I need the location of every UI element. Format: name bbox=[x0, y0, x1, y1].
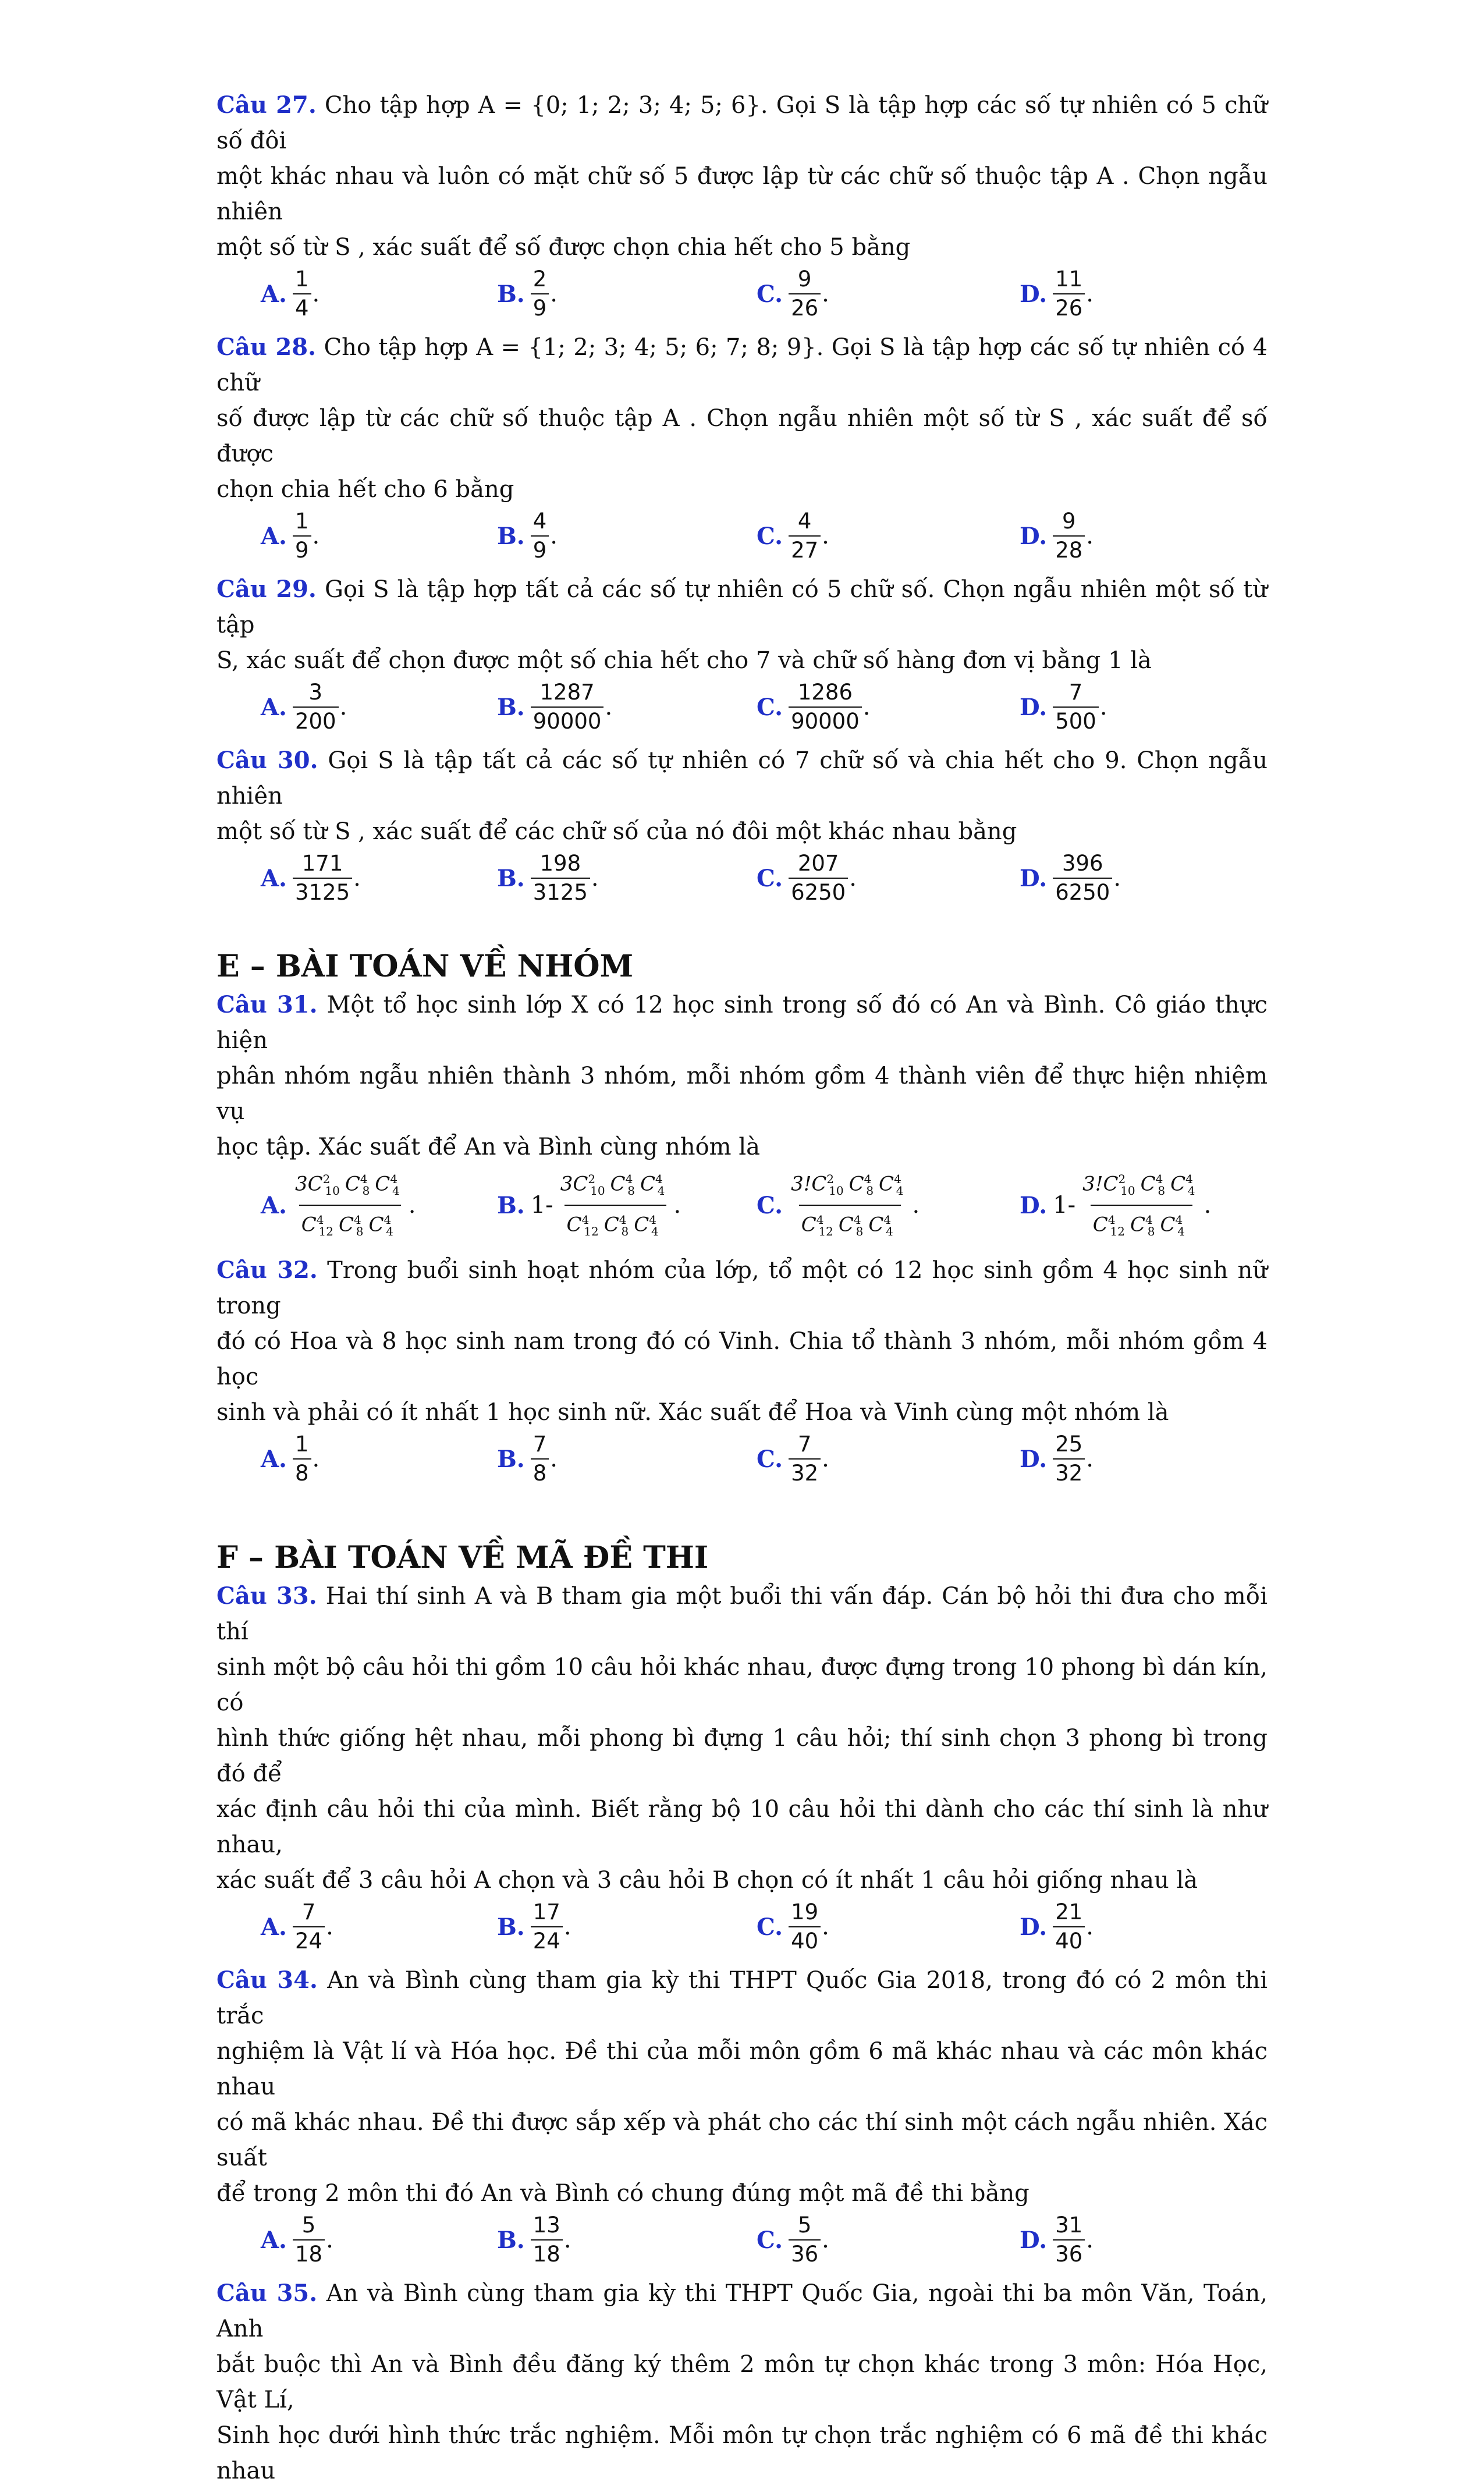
question-29 bbox=[216, 571, 1268, 734]
period: . bbox=[312, 1446, 320, 1473]
period: . bbox=[673, 1192, 681, 1219]
numerator: 9 bbox=[1061, 509, 1076, 534]
question-line: Gọi S là tập hợp tất cả các số tự nhiên có 5 chữ số. Chọn ngẫu nhiên một số từ tập bbox=[216, 576, 1268, 638]
answer-label: A. bbox=[261, 1445, 287, 1473]
denominator: 3125 bbox=[531, 878, 590, 906]
fraction bbox=[789, 509, 821, 563]
fraction bbox=[293, 509, 311, 563]
question-line: chọn chia hết cho 6 bằng bbox=[216, 476, 514, 503]
numerator: 1287 bbox=[539, 680, 595, 705]
answer-label: B. bbox=[497, 1445, 525, 1473]
answer-a[interactable] bbox=[261, 2213, 497, 2267]
question-30 bbox=[216, 743, 1268, 906]
question-line: một số từ S , xác suất để các chữ số của nó đôi một khác nhau bằng bbox=[216, 818, 1017, 845]
question-label: Câu 27. bbox=[216, 91, 317, 119]
denominator: 9 bbox=[531, 535, 549, 563]
question-34 bbox=[216, 1962, 1268, 2267]
denominator: $C^4_{12}$ $C^4_8$ $C^4_4$ bbox=[799, 1205, 901, 1244]
answer-a[interactable] bbox=[261, 509, 497, 563]
answer-c[interactable] bbox=[757, 2213, 1020, 2267]
fraction bbox=[789, 1432, 821, 1486]
period: . bbox=[312, 523, 320, 549]
period: . bbox=[1203, 1192, 1212, 1219]
denominator: 90000 bbox=[531, 706, 604, 734]
numerator: 396 bbox=[1061, 851, 1103, 876]
answer-label: D. bbox=[1020, 2226, 1048, 2254]
answer-label: C. bbox=[757, 1191, 783, 1219]
numerator: 3 bbox=[308, 680, 323, 705]
fraction bbox=[293, 267, 311, 321]
period: . bbox=[849, 865, 857, 892]
denominator: 18 bbox=[293, 2239, 325, 2267]
period: . bbox=[605, 694, 613, 720]
question-33 bbox=[216, 1578, 1268, 1954]
coefficient: 3 bbox=[560, 1172, 573, 1196]
period: . bbox=[822, 280, 829, 307]
denominator: 40 bbox=[1053, 1926, 1085, 1954]
numerator: 4 bbox=[532, 509, 547, 534]
answer-label: C. bbox=[757, 1445, 783, 1473]
denominator: 26 bbox=[789, 293, 821, 321]
denominator: 24 bbox=[531, 1926, 563, 1954]
answer-c[interactable] bbox=[757, 1899, 1020, 1954]
fraction bbox=[531, 851, 590, 906]
prefix: 1- bbox=[1053, 1192, 1076, 1219]
numerator: 19 bbox=[791, 1899, 819, 1925]
denominator: 200 bbox=[293, 706, 339, 734]
fraction bbox=[293, 851, 352, 906]
answer-b[interactable] bbox=[497, 680, 757, 734]
denominator: 32 bbox=[1053, 1458, 1085, 1486]
answer-d[interactable] bbox=[1020, 851, 1268, 906]
numerator: 171 bbox=[301, 851, 343, 876]
period: . bbox=[822, 523, 829, 549]
answer-a[interactable] bbox=[261, 851, 497, 906]
question-line: Trong buổi sinh hoạt nhóm của lớp, tổ một có 12 học sinh gồm 4 học sinh nữ trong bbox=[216, 1257, 1268, 1320]
answer-a[interactable] bbox=[261, 680, 497, 734]
period: . bbox=[550, 1446, 558, 1473]
fraction bbox=[531, 1432, 549, 1486]
fraction bbox=[1053, 2213, 1085, 2267]
numerator: 1 bbox=[294, 267, 309, 292]
answer-label: A. bbox=[261, 1191, 287, 1219]
coefficient: 3! bbox=[791, 1172, 812, 1196]
fraction bbox=[293, 680, 339, 734]
fraction bbox=[293, 1166, 407, 1244]
answer-label: D. bbox=[1020, 1913, 1048, 1941]
answer-d[interactable] bbox=[1020, 2213, 1268, 2267]
period: . bbox=[1086, 1446, 1094, 1473]
answer-c[interactable] bbox=[757, 680, 1020, 734]
answer-label: B. bbox=[497, 864, 525, 892]
numerator: 13 bbox=[532, 2213, 560, 2238]
answer-label: D. bbox=[1020, 280, 1048, 308]
answer-d[interactable] bbox=[1020, 509, 1268, 563]
numerator: $3C^2_{10}$ $C^4_8$ $C^4_4$ bbox=[294, 1172, 400, 1198]
answer-a[interactable] bbox=[261, 1899, 497, 1954]
denominator: 26 bbox=[1053, 293, 1085, 321]
fraction bbox=[1053, 1899, 1085, 1954]
period: . bbox=[1086, 2227, 1094, 2254]
question-35 bbox=[216, 2275, 1268, 2489]
answer-b[interactable] bbox=[497, 1432, 757, 1486]
denominator: 9 bbox=[293, 535, 311, 563]
fraction bbox=[789, 851, 848, 906]
denominator: 40 bbox=[789, 1926, 821, 1954]
numerator: 7 bbox=[532, 1432, 547, 1457]
period: . bbox=[822, 1913, 829, 1941]
denominator: 27 bbox=[789, 535, 821, 563]
answer-b[interactable] bbox=[497, 1899, 757, 1954]
answer-label: D. bbox=[1020, 864, 1048, 892]
fraction bbox=[1053, 267, 1085, 321]
period: . bbox=[1086, 280, 1094, 307]
fraction bbox=[531, 680, 604, 734]
denominator: 28 bbox=[1053, 535, 1085, 563]
answer-label: C. bbox=[757, 522, 783, 550]
question-line: An và Bình cùng tham gia kỳ thi THPT Quốc Gia 2018, trong đó có 2 môn thi trắc bbox=[216, 1967, 1268, 2030]
question-label: Câu 31. bbox=[216, 991, 318, 1018]
question-line: một khác nhau và luôn có mặt chữ số 5 được lập từ các chữ số thuộc tập A . Chọn ngẫu nhiên bbox=[216, 163, 1268, 225]
question-line: có mã khác nhau. Đề thi được sắp xếp và phát cho các thí sinh một cách ngẫu nhiên. Xác suất bbox=[216, 2109, 1268, 2172]
period: . bbox=[862, 694, 871, 720]
numerator: 7 bbox=[301, 1899, 316, 1925]
question-28 bbox=[216, 329, 1268, 563]
denominator: 4 bbox=[293, 293, 311, 321]
numerator: 5 bbox=[301, 2213, 316, 2238]
denominator: 3125 bbox=[293, 878, 352, 906]
period: . bbox=[339, 694, 347, 720]
question-line: sinh một bộ câu hỏi thi gồm 10 câu hỏi khác nhau, được đựng trong 10 phong bì dán kín, có bbox=[216, 1654, 1268, 1717]
answer-label: C. bbox=[757, 1913, 783, 1941]
answer-b[interactable] bbox=[497, 509, 757, 563]
prefix: 1- bbox=[530, 1192, 553, 1219]
answer-c[interactable] bbox=[757, 1166, 1020, 1244]
question-line: nghiệm là Vật lí và Hóa học. Đề thi của mỗi môn gồm 6 mã khác nhau và các môn khác nhau bbox=[216, 2038, 1268, 2101]
answer-label: C. bbox=[757, 280, 783, 308]
period: . bbox=[1099, 694, 1107, 720]
denominator: $C^4_{12}$ $C^4_8$ $C^4_4$ bbox=[565, 1205, 666, 1244]
answer-label: A. bbox=[261, 693, 287, 721]
answer-label: A. bbox=[261, 522, 287, 550]
answer-c[interactable] bbox=[757, 267, 1020, 321]
denominator: 36 bbox=[1053, 2239, 1085, 2267]
question-line: Cho tập hợp A = {1; 2; 3; 4; 5; 6; 7; 8; 9}. Gọi S là tập hợp các số tự nhiên có 4 chữ bbox=[216, 334, 1268, 396]
period: . bbox=[1113, 865, 1121, 892]
answer-c[interactable] bbox=[757, 851, 1020, 906]
answer-c[interactable] bbox=[757, 509, 1020, 563]
fraction bbox=[1053, 1432, 1085, 1486]
question-label: Câu 35. bbox=[216, 2279, 318, 2307]
fraction bbox=[531, 509, 549, 563]
question-line: sinh và phải có ít nhất 1 học sinh nữ. Xác suất để Hoa và Vinh cùng một nhóm là bbox=[216, 1399, 1169, 1426]
period: . bbox=[563, 1913, 571, 1941]
coefficient: 3! bbox=[1082, 1172, 1103, 1196]
question-line: Hai thí sinh A và B tham gia một buổi thi vấn đáp. Cán bộ hỏi thi đưa cho mỗi thí bbox=[216, 1583, 1268, 1646]
denominator: 8 bbox=[293, 1458, 311, 1486]
period: . bbox=[326, 1913, 333, 1941]
fraction bbox=[789, 1899, 821, 1954]
numerator: 17 bbox=[532, 1899, 560, 1925]
numerator: 198 bbox=[539, 851, 581, 876]
answer-label: A. bbox=[261, 864, 287, 892]
answer-label: B. bbox=[497, 1913, 525, 1941]
numerator: 9 bbox=[797, 267, 812, 292]
answer-row bbox=[216, 1899, 1268, 1954]
fraction bbox=[293, 1899, 325, 1954]
question-line: hình thức giống hệt nhau, mỗi phong bì đựng 1 câu hỏi; thí sinh chọn 3 phong bì trong đó để bbox=[216, 1725, 1268, 1788]
fraction bbox=[558, 1166, 673, 1244]
question-line: Một tổ học sinh lớp X có 12 học sinh trong số đó có An và Bình. Cô giáo thực hiện bbox=[216, 992, 1268, 1054]
period: . bbox=[912, 1192, 920, 1219]
answer-b[interactable] bbox=[497, 267, 757, 321]
denominator: 24 bbox=[293, 1926, 325, 1954]
answer-a[interactable] bbox=[261, 1432, 497, 1486]
fraction bbox=[293, 1432, 311, 1486]
numerator: 1 bbox=[294, 1432, 309, 1457]
denominator: 9 bbox=[531, 293, 549, 321]
answer-label: B. bbox=[497, 280, 525, 308]
period: . bbox=[353, 865, 361, 892]
numerator: 2 bbox=[532, 267, 547, 292]
denominator: 90000 bbox=[789, 706, 862, 734]
denominator: 500 bbox=[1053, 706, 1099, 734]
numerator: 4 bbox=[797, 509, 812, 534]
answer-row bbox=[216, 1432, 1268, 1486]
fraction bbox=[789, 680, 862, 734]
question-27 bbox=[216, 87, 1268, 321]
period: . bbox=[591, 865, 599, 892]
answer-label: D. bbox=[1020, 1445, 1048, 1473]
denominator: $C^4_{12}$ $C^4_8$ $C^4_4$ bbox=[1091, 1205, 1192, 1244]
answer-row bbox=[216, 509, 1268, 563]
numerator: $3!C^2_{10}$ $C^4_8$ $C^4_4$ bbox=[1082, 1172, 1195, 1198]
numerator: 31 bbox=[1055, 2213, 1083, 2238]
answer-a[interactable] bbox=[261, 267, 497, 321]
period: . bbox=[822, 1446, 829, 1473]
question-label: Câu 30. bbox=[216, 747, 318, 774]
question-line: một số từ S , xác suất để số được chọn chia hết cho 5 bằng bbox=[216, 234, 911, 261]
answer-label: A. bbox=[261, 1913, 287, 1941]
answer-label: B. bbox=[497, 2226, 525, 2254]
answer-label: D. bbox=[1020, 1191, 1048, 1219]
answer-a[interactable] bbox=[261, 1166, 497, 1244]
answer-b[interactable] bbox=[497, 851, 757, 906]
question-label: Câu 32. bbox=[216, 1256, 318, 1284]
fraction bbox=[789, 267, 821, 321]
answer-label: C. bbox=[757, 693, 783, 721]
denominator: 8 bbox=[531, 1458, 549, 1486]
denominator: 36 bbox=[789, 2239, 821, 2267]
question-line: Gọi S là tập tất cả các số tự nhiên có 7 chữ số và chia hết cho 9. Chọn ngẫu nhiên bbox=[216, 747, 1268, 809]
period: . bbox=[312, 280, 320, 307]
question-line: Sinh học dưới hình thức trắc nghiệm. Mỗi môn tự chọn trắc nghiệm có 6 mã đề thi khác nhau bbox=[216, 2422, 1268, 2485]
answer-b[interactable] bbox=[497, 1166, 757, 1244]
question-line: xác định câu hỏi thi của mình. Biết rằng bộ 10 câu hỏi thi dành cho các thí sinh là như nhau, bbox=[216, 1796, 1268, 1859]
section-heading-f: F – BÀI TOÁN VỀ MÃ ĐỀ THI bbox=[216, 1540, 709, 1576]
numerator: 207 bbox=[797, 851, 839, 876]
answer-d[interactable] bbox=[1020, 680, 1268, 734]
period: . bbox=[550, 280, 558, 307]
answer-label: B. bbox=[497, 1191, 525, 1219]
question-label: Câu 34. bbox=[216, 1966, 318, 1994]
question-line: số được lập từ các chữ số thuộc tập A . Chọn ngẫu nhiên một số từ S , xác suất để số được bbox=[216, 405, 1268, 467]
numerator: 7 bbox=[1068, 680, 1083, 705]
fraction bbox=[789, 2213, 821, 2267]
fraction bbox=[293, 2213, 325, 2267]
answer-row bbox=[216, 680, 1268, 734]
numerator: 21 bbox=[1055, 1899, 1083, 1925]
period: . bbox=[326, 2227, 333, 2254]
coefficient: 3 bbox=[294, 1172, 308, 1196]
question-line: đó có Hoa và 8 học sinh nam trong đó có Vinh. Chia tổ thành 3 nhóm, mỗi nhóm gồm 4 học bbox=[216, 1328, 1268, 1391]
answer-d[interactable] bbox=[1020, 1166, 1268, 1244]
question-32 bbox=[216, 1252, 1268, 1486]
period: . bbox=[563, 2227, 571, 2254]
fraction bbox=[1053, 851, 1112, 906]
fraction bbox=[1053, 680, 1099, 734]
fraction bbox=[1053, 509, 1085, 563]
denominator: $C^4_{12}$ $C^4_8$ $C^4_4$ bbox=[299, 1205, 401, 1244]
answer-label: B. bbox=[497, 693, 525, 721]
answer-row bbox=[216, 2213, 1268, 2267]
period: . bbox=[1086, 1913, 1094, 1941]
question-label: Câu 28. bbox=[216, 333, 317, 361]
answer-d[interactable] bbox=[1020, 1899, 1268, 1954]
numerator: $3C^2_{10}$ $C^4_8$ $C^4_4$ bbox=[560, 1172, 665, 1198]
question-line: học tập. Xác suất để An và Bình cùng nhóm là bbox=[216, 1134, 760, 1160]
period: . bbox=[822, 2227, 829, 2254]
numerator: $3!C^2_{10}$ $C^4_8$ $C^4_4$ bbox=[791, 1172, 904, 1198]
denominator: 6250 bbox=[1053, 878, 1112, 906]
answer-label: D. bbox=[1020, 693, 1048, 721]
answer-d[interactable] bbox=[1020, 1432, 1268, 1486]
question-line: phân nhóm ngẫu nhiên thành 3 nhóm, mỗi nhóm gồm 4 thành viên để thực hiện nhiệm vụ bbox=[216, 1063, 1268, 1125]
numerator: 1 bbox=[294, 509, 309, 534]
question-line: để trong 2 môn thi đó An và Bình có chung đúng một mã đề thi bằng bbox=[216, 2180, 1029, 2207]
fraction bbox=[789, 1166, 911, 1244]
question-line: bắt buộc thì An và Bình đều đăng ký thêm 2 môn tự chọn khác trong 3 môn: Hóa Học, Vật Lí, bbox=[216, 2351, 1268, 2414]
answer-c[interactable] bbox=[757, 1432, 1020, 1486]
question-label: Câu 29. bbox=[216, 576, 317, 603]
numerator: 7 bbox=[797, 1432, 812, 1457]
answer-label: A. bbox=[261, 2226, 287, 2254]
question-31 bbox=[216, 987, 1268, 1244]
question-line: S, xác suất để chọn được một số chia hết cho 7 và chữ số hàng đơn vị bằng 1 là bbox=[216, 647, 1152, 674]
question-line: An và Bình cùng tham gia kỳ thi THPT Quốc Gia, ngoài thi ba môn Văn, Toán, Anh bbox=[216, 2280, 1268, 2343]
fraction bbox=[1080, 1166, 1202, 1244]
answer-label: D. bbox=[1020, 522, 1048, 550]
section-heading-e: E – BÀI TOÁN VỀ NHÓM bbox=[216, 949, 634, 984]
period: . bbox=[408, 1192, 416, 1219]
denominator: 32 bbox=[789, 1458, 821, 1486]
answer-d[interactable] bbox=[1020, 267, 1268, 321]
numerator: 11 bbox=[1055, 267, 1083, 292]
numerator: 1286 bbox=[797, 680, 853, 705]
answer-b[interactable] bbox=[497, 2213, 757, 2267]
answer-label: A. bbox=[261, 280, 287, 308]
period: . bbox=[1086, 523, 1094, 549]
fraction bbox=[531, 1899, 563, 1954]
answer-row bbox=[216, 851, 1268, 906]
denominator: 6250 bbox=[789, 878, 848, 906]
question-label: Câu 33. bbox=[216, 1582, 317, 1610]
answer-row bbox=[216, 267, 1268, 321]
numerator: 5 bbox=[797, 2213, 812, 2238]
question-line: xác suất để 3 câu hỏi A chọn và 3 câu hỏi B chọn có ít nhất 1 câu hỏi giống nhau là bbox=[216, 1867, 1198, 1894]
denominator: 18 bbox=[531, 2239, 563, 2267]
numerator: 25 bbox=[1055, 1432, 1083, 1457]
question-line: Cho tập hợp A = {0; 1; 2; 3; 4; 5; 6}. Gọi S là tập hợp các số tự nhiên có 5 chữ số đôi bbox=[216, 92, 1268, 154]
answer-label: C. bbox=[757, 864, 783, 892]
answer-row bbox=[216, 1166, 1268, 1244]
answer-label: C. bbox=[757, 2226, 783, 2254]
fraction bbox=[531, 267, 549, 321]
fraction bbox=[531, 2213, 563, 2267]
answer-label: B. bbox=[497, 522, 525, 550]
period: . bbox=[550, 523, 558, 549]
